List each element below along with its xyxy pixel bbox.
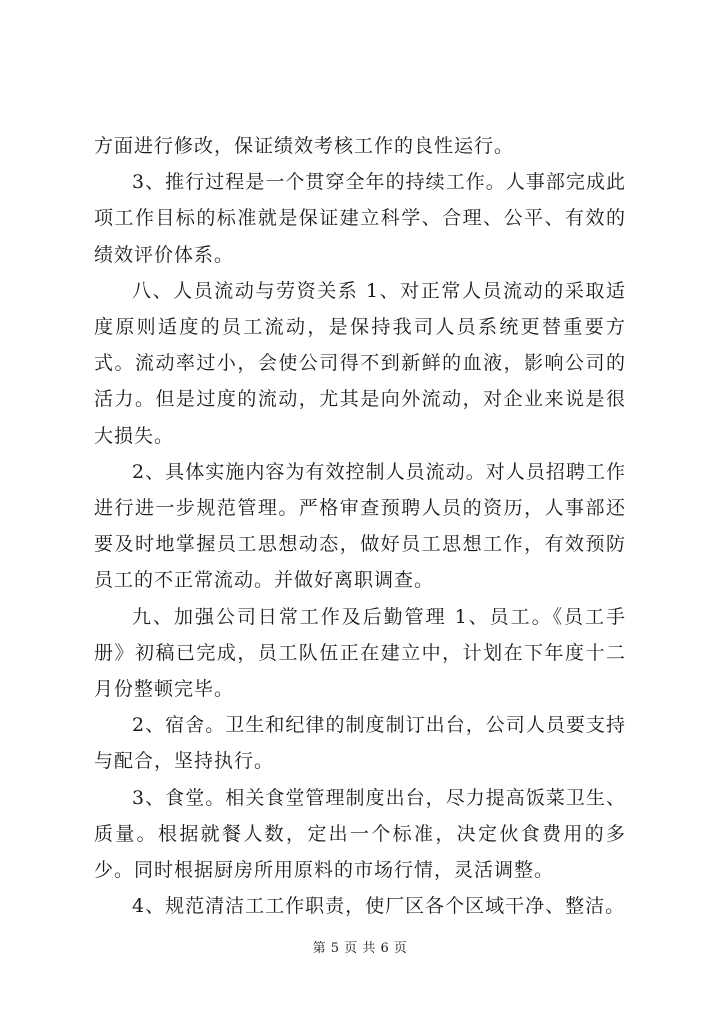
paragraph-item-3-process: 3、推行过程是一个贯穿全年的持续工作。人事部完成此项工作目标的标准就是保证建立科学、合理、公平、有效的绩效评价体系。 bbox=[94, 171, 626, 266]
paragraph-item-2-control-flow: 2、具体实施内容为有效控制人员流动。对人员招聘工作进行进一步规范管理。严格审查预聘人员的资历，人事部还要及时地掌握员工思想动态，做好员工思想工作，有效预防员工的不正常流动。并做好离职调查。 bbox=[94, 460, 626, 592]
paragraph-item-2-dormitory: 2、宿舍。卫生和纪律的制度制订出台，公司人员要支持与配合，坚持执行。 bbox=[94, 714, 626, 773]
paragraph-item-3-canteen: 3、食堂。相关食堂管理制度出台，尽力提高饭菜卫生、质量。根据就餐人数，定出一个标准，决定伙食费用的多少。同时根据厨房所用原料的市场行情，灵活调整。 bbox=[94, 786, 626, 882]
document-body bbox=[94, 128, 626, 924]
paragraph-item-4-cleaning: 4、规范清洁工工作职责，使厂区各个区域干净、整洁。 bbox=[132, 895, 626, 918]
paragraph-section-8-personnel-flow: 八、人员流动与劳资关系 1、对正常人员流动的采取适度原则适度的员工流动，是保持我司人员系统更替重要方式。流动率过小，会使公司得不到新鲜的血液，影响公司的活力。但是过度的流动，尤其是向外流动，对企业来说是很大损失。 bbox=[94, 279, 626, 447]
paragraph-section-9-daily-management: 九、加强公司日常工作及后勤管理 1、员工。《员工手册》初稿已完成，员工队伍正在建立中，计划在下年度十二月份整顿完毕。 bbox=[94, 605, 626, 701]
paragraph-continuation: 方面进行修改，保证绩效考核工作的良性运行。 bbox=[94, 135, 515, 157]
page-number-footer: 第 5 页 共 6 页 bbox=[312, 941, 408, 956]
